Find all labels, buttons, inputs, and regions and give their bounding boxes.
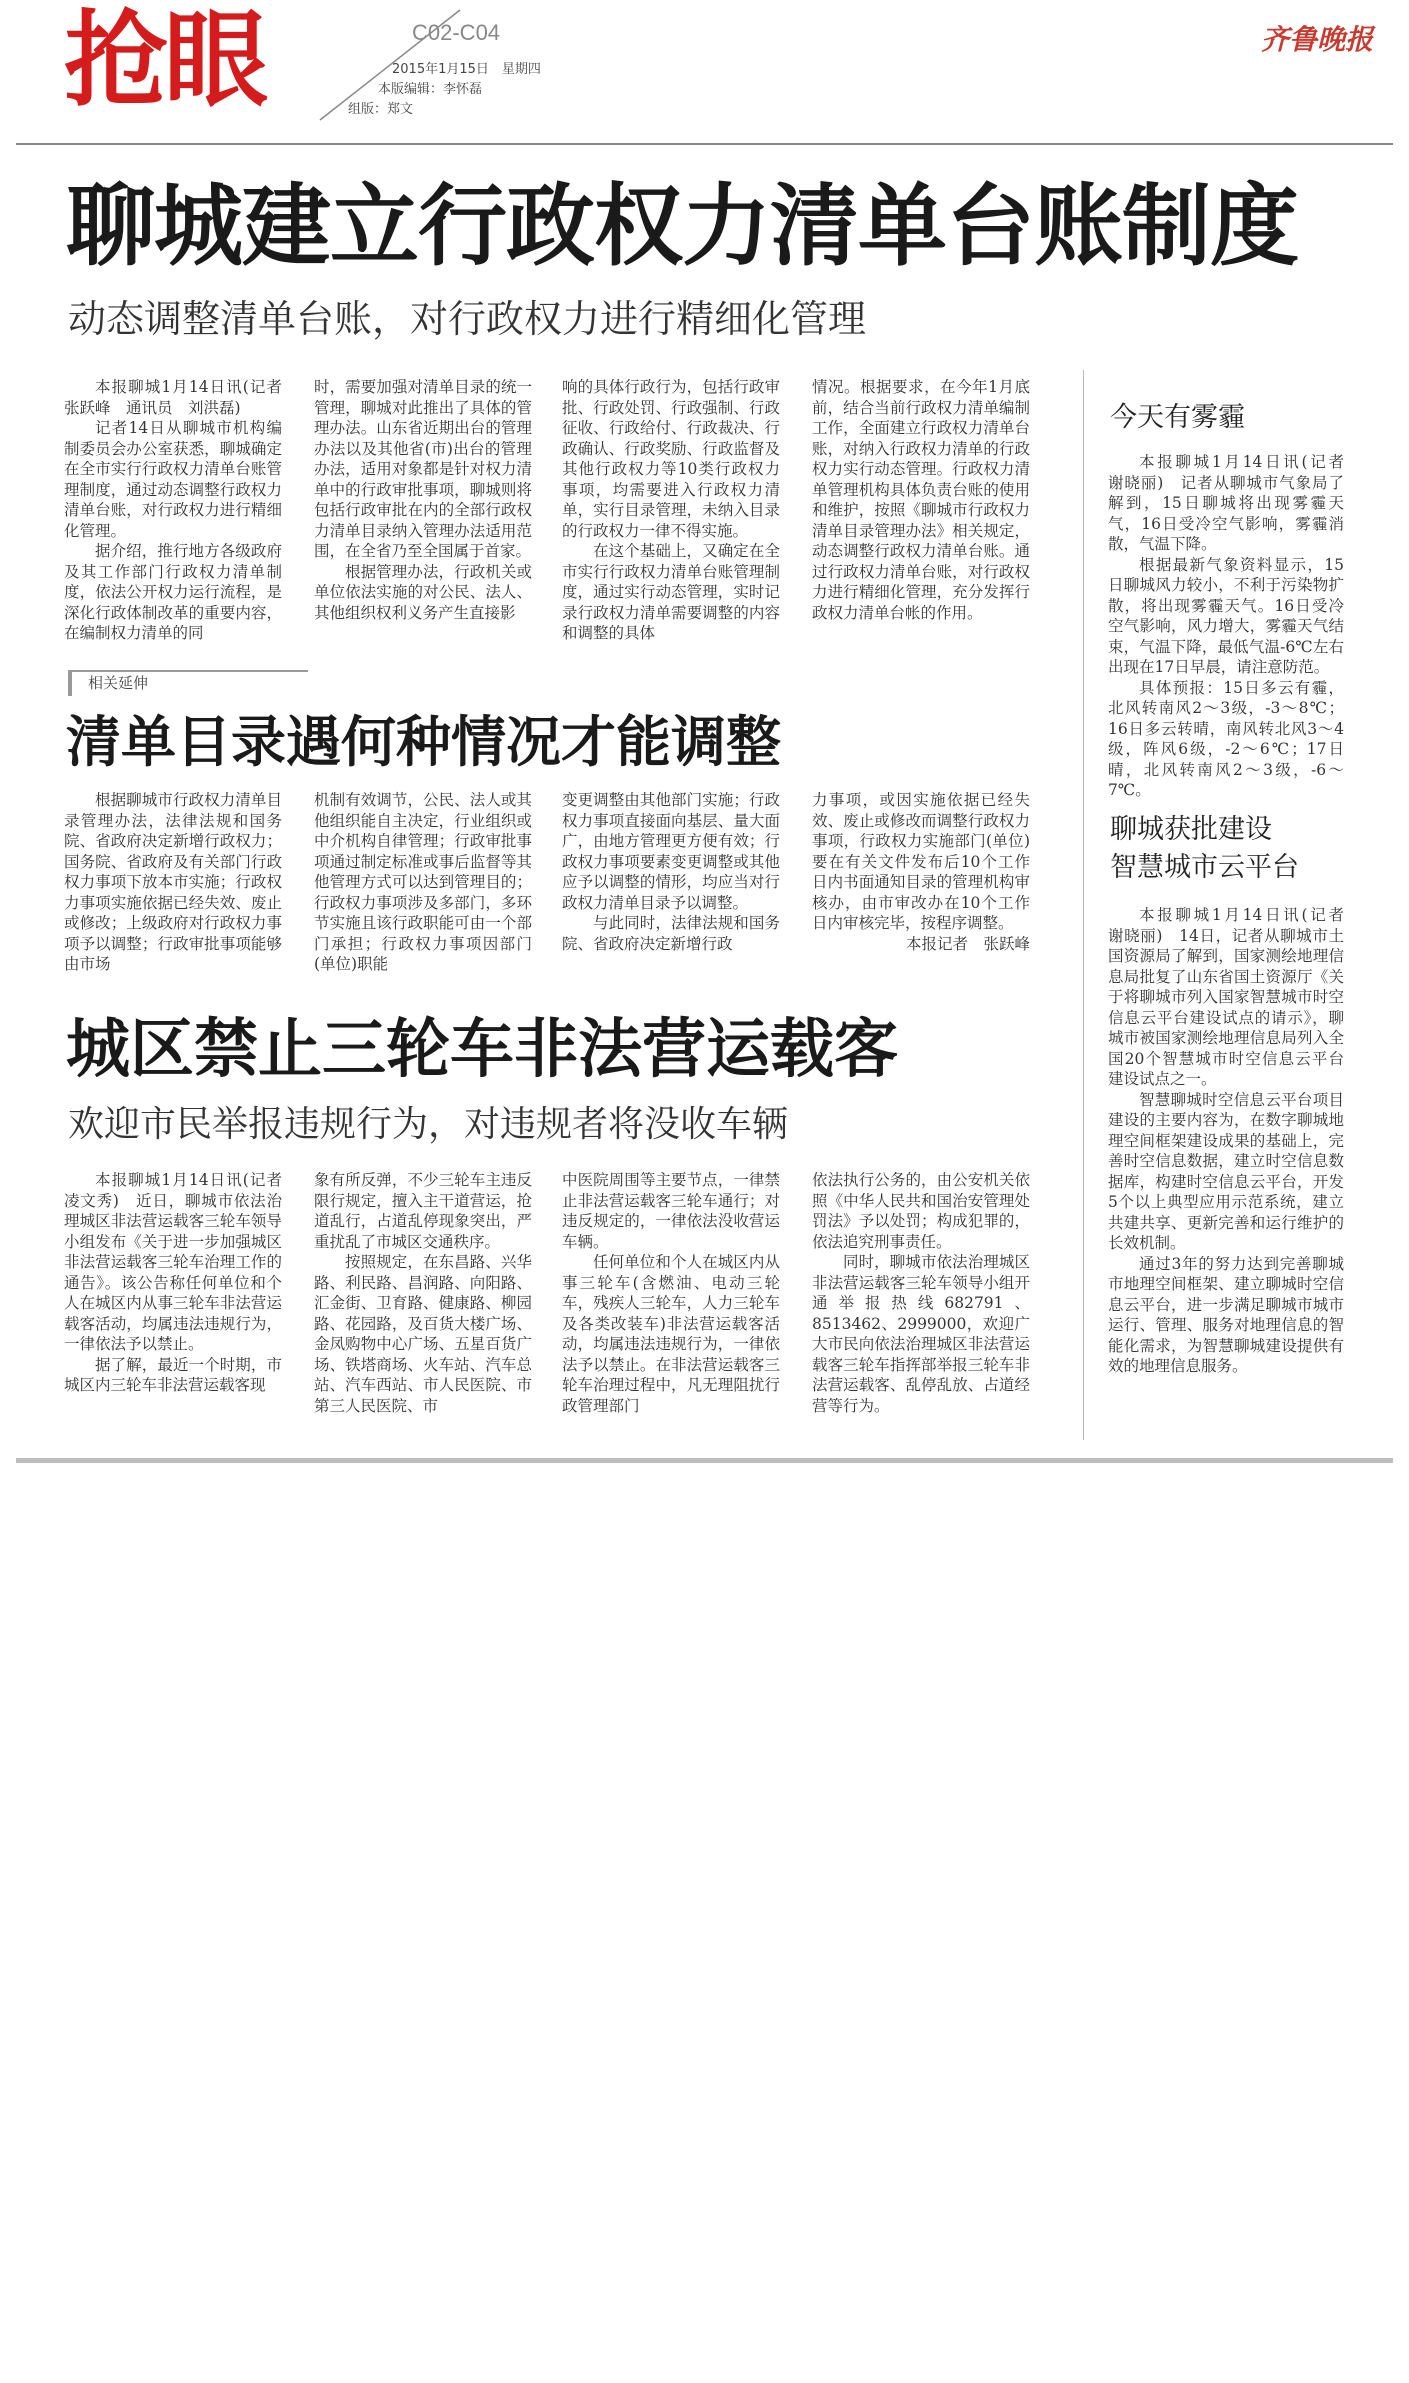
article2-headline: 清单目录遇何种情况才能调整 (66, 710, 782, 774)
article3-subhead: 欢迎市民举报违规行为，对违规者将没收车辆 (68, 1104, 789, 1145)
article1-c1-p1: 本报聊城1月14日讯(记者 张跃峰 通讯员 刘洪磊) (64, 378, 298, 417)
sidebar1-headline: 今天有雾霾 (1110, 402, 1245, 433)
article2-c3-p1: 变更调整由其他部门实施；行政权力事项直接面向基层、量大面广，由地方管理更方便有效；行政权力事项要素变更调整或其他应予以调整的情形，均应当对行政权力清单目录予以调整。 (562, 791, 780, 912)
article3-c3-p2: 任何单位和个人在城区内从事三轮车(含燃油、电动三轮车，残疾人三轮车，人力三轮车及各类改装车)非法营运载客活动，均属违法违规行为，一律依法予以禁止。在非法营运载客三轮车治理过程中，凡无理阻扰行政管理部门 (562, 1253, 780, 1415)
article2-column-2 (314, 790, 532, 985)
article1-column-1 (64, 377, 298, 647)
article1-c3-p2: 在这个基础上，又确定在全市实行行政权力清单台账管理制度，通过实行动态管理，实时记录行政权力清单需要调整的内容和调整的具体 (562, 542, 780, 642)
article1-c3-p1: 响的具体行政行为，包括行政审批、行政处罚、行政强制、行政征收、行政给付、行政裁决、行政确认、行政奖励、行政监督及其他行政权力等10类行政权力事项，均需要进入行政权力清单，实行目录管理，未纳入目录的行政权力一律不得实施。 (562, 378, 780, 540)
sidebar2-headline-line1: 聊城获批建设 (1110, 814, 1272, 845)
newspaper-brand: 齐鲁晚报 (1260, 23, 1373, 56)
sidebar2-body (1108, 905, 1360, 1440)
masthead-divider (16, 143, 1393, 145)
section-logo: 抢眼 (64, 0, 265, 121)
article3-column-4 (812, 1170, 1030, 1430)
sidebar1-p1: 本报聊城1月14日讯(记者 谢晓丽) 记者从聊城市气象局了解到，15日聊城将出现雾霾天气，16日受冷空气影响，雾霾消散，气温下降。 (1108, 453, 1360, 553)
sidebar1-body (1108, 452, 1360, 799)
article3-c4-p2: 同时，聊城市依法治理城区非法营运载客三轮车领导小组开通举报热线682791、8513462、2999000，欢迎广大市民向依法治理城区非法营运载客三轮车指挥部举报三轮车非法营运载客、乱停乱放、占道经营等行为。 (812, 1253, 1030, 1415)
article2-c3-p2: 与此同时，法律法规和国务院、省政府决定新增行政 (562, 914, 780, 953)
article3-c1-p1: 本报聊城1月14日讯(记者 凌文秀) 近日，聊城市依法治理城区非法营运载客三轮车领导小组发布《关于进一步加强城区非法营运载客三轮车治理工作的通告》。该公告称任何单位和个人在城区内从事三轮车非法营运载客活动，均属违法违规行为，一律依法予以禁止。 (64, 1171, 298, 1353)
article1-column-3 (562, 377, 780, 647)
article1-subhead: 动态调整清单台账，对行政权力进行精细化管理 (68, 297, 867, 341)
page-range: C02-C04 (412, 20, 501, 45)
article1-c1-p2: 记者14日从聊城市机构编制委员会办公室获悉，聊城确定在全市实行行政权力清单台账管理制度，通过动态调整行政权力清单台账，对行政权力进行精细化管理。 (64, 419, 282, 540)
article1-c1-p3: 据介绍，推行地方各级政府及其工作部门行政权力清单制度，依法公开权力运行流程，是深化行政体制改革的重要内容，在编制权力清单的同 (64, 542, 282, 642)
sidebar2-p1: 本报聊城1月14日讯(记者 谢晓丽) 14日，记者从聊城市土国资源局了解到，国家测绘地理信息局批复了山东省国土资源厅《关于将聊城市列入国家智慧城市时空信息云平台建设试点的请示》，聊城市被国家测绘地理信息局列入全国20个智慧城市时空信息云平台建设试点之一。 (1108, 906, 1360, 1088)
sidebar-separator (1083, 370, 1084, 1440)
article2-column-4 (812, 790, 1030, 985)
page-editor: 本版编辑：李怀磊 (378, 82, 483, 97)
page-layout-credit: 组版：郑文 (348, 102, 414, 117)
article1-c4-p1: 情况。根据要求，在今年1月底前，结合当前行政权力清单编制工作，全面建立行政权力清单台账，对纳入行政权力清单的行政权力实行动态管理。行政权力清单管理机构具体负责台账的使用和维护，按照《聊城市行政权力清单目录管理办法》相关规定，动态调整行政权力清单台账。通过行政权力清单台账，对行政权力进行精细化管理，充分发挥行政权力清单台帐的作用。 (812, 378, 1030, 622)
article1-c2-p2: 根据管理办法，行政机关或单位依法实施的对公民、法人、其他组织权利义务产生直接影 (314, 562, 532, 622)
article2-column-1 (64, 790, 282, 985)
article2-c1-p1: 根据聊城市行政权力清单目录管理办法，法律法规和国务院、省政府决定新增行政权力；国务院、省政府及有关部门行政权力事项下放本市实施；行政权力事项实施依据已经失效、废止或修改；上级政府对行政权力事项予以调整；行政审批事项能够由市场 (64, 791, 282, 973)
sidebar1-p3: 具体预报：15日多云有霾，北风转南风2～3级，-3～8℃；16日多云转晴，南风转北风3～4级，阵风6级，-2～6℃；17日晴，北风转南风2～3级，-6～7℃。 (1108, 678, 1344, 799)
article3-c3-p1: 中医院周围等主要节点，一律禁止非法营运载客三轮车通行；对违反规定的，一律依法没收营运车辆。 (562, 1171, 780, 1251)
article3-c2-p1: 象有所反弹，不少三轮车主违反限行规定，擅入主干道营运，抢道乱行，占道乱停现象突出，严重扰乱了市城区交通秩序。 (314, 1171, 532, 1251)
article1-column-2 (314, 377, 532, 647)
article3-column-2 (314, 1170, 532, 1430)
article2-column-3 (562, 790, 780, 985)
sidebar2-p2: 智慧聊城时空信息云平台项目建设的主要内容为，在数字聊城地理空间框架建设成果的基础上，完善时空信息数据，建立时空信息数据库，构建时空信息云平台，开发5个以上典型应用示范系统，建立共建共享、更新完善和运行维护的长效机制。 (1108, 1090, 1344, 1252)
article3-headline: 城区禁止三轮车非法营运载客 (66, 1013, 898, 1087)
sidebar1-p2: 根据最新气象资料显示，15日聊城风力较小，不利于污染物扩散，将出现雾霾天气。16日受冷空气影响，风力增大，雾霾天气结束，气温下降，最低气温-6℃左右出现在17日早晨，请注意防范。 (1108, 555, 1344, 676)
sidebar2-p3: 通过3年的努力达到完善聊城市地理空间框架、建立聊城时空信息云平台，进一步满足聊城市城市运行、管理、服务对地理信息的智能化需求，为智慧聊城建设提供有效的地理信息服务。 (1108, 1254, 1344, 1375)
page-bottom-rule (16, 1458, 1393, 1463)
article1-column-4 (812, 377, 1030, 647)
article3-column-1 (64, 1170, 298, 1430)
article3-c1-p2: 据了解，最近一个时期，市城区内三轮车非法营运载客现 (64, 1355, 282, 1394)
article3-c4-p1: 依法执行公务的，由公安机关依照《中华人民共和国治安管理处罚法》予以处罚；构成犯罪的，依法追究刑事责任。 (812, 1171, 1030, 1251)
article2-byline: 本报记者 张跃峰 (905, 934, 1030, 953)
article2-c2-p1: 机制有效调节，公民、法人或其他组织能自主决定，行业组织或中介机构自律管理；行政审批事项通过制定标准或事后监督等其他管理方式可以达到管理目的；行政权力事项涉及多部门，多环节实施且该行政职能可由一个部门承担；行政权力事项因部门(单位)职能 (314, 791, 532, 973)
article3-c2-p2: 按照规定，在东昌路、兴华路、利民路、昌润路、向阳路、汇金街、卫育路、健康路、柳园路、花园路，及百货大楼广场、金凤购物中心广场、五星百货广场、铁塔商场、火车站、汽车总站、汽车西站、市人民医院、市第三人民医院、市 (314, 1253, 532, 1415)
article1-c2-p1: 时，需要加强对清单目录的统一管理，聊城对此推出了具体的管理办法。山东省近期出台的管理办法以及其他省(市)出台的管理办法，适用对象都是针对权力清单中的行政审批事项，聊城则将包括行政审批在内的全部行政权力清单目录纳入管理办法适用范围，在全省乃至全国属于首家。 (314, 378, 532, 560)
article3-column-3 (562, 1170, 780, 1430)
article1-headline: 聊城建立行政权力清单台账制度 (66, 174, 1298, 278)
issue-date: 2015年1月15日 星期四 (392, 62, 541, 77)
related-tag: 相关延伸 (68, 670, 308, 696)
article2-c4-p1: 力事项，或因实施依据已经失效、废止或修改而调整行政权力事项，行政权力实施部门(单位)要在有关文件发布后10个工作日内书面通知目录的管理机构审核办，由市审改办在10个工作日内审核完毕，按程序调整。 (812, 791, 1030, 932)
sidebar2-headline-line2: 智慧城市云平台 (1110, 852, 1299, 883)
